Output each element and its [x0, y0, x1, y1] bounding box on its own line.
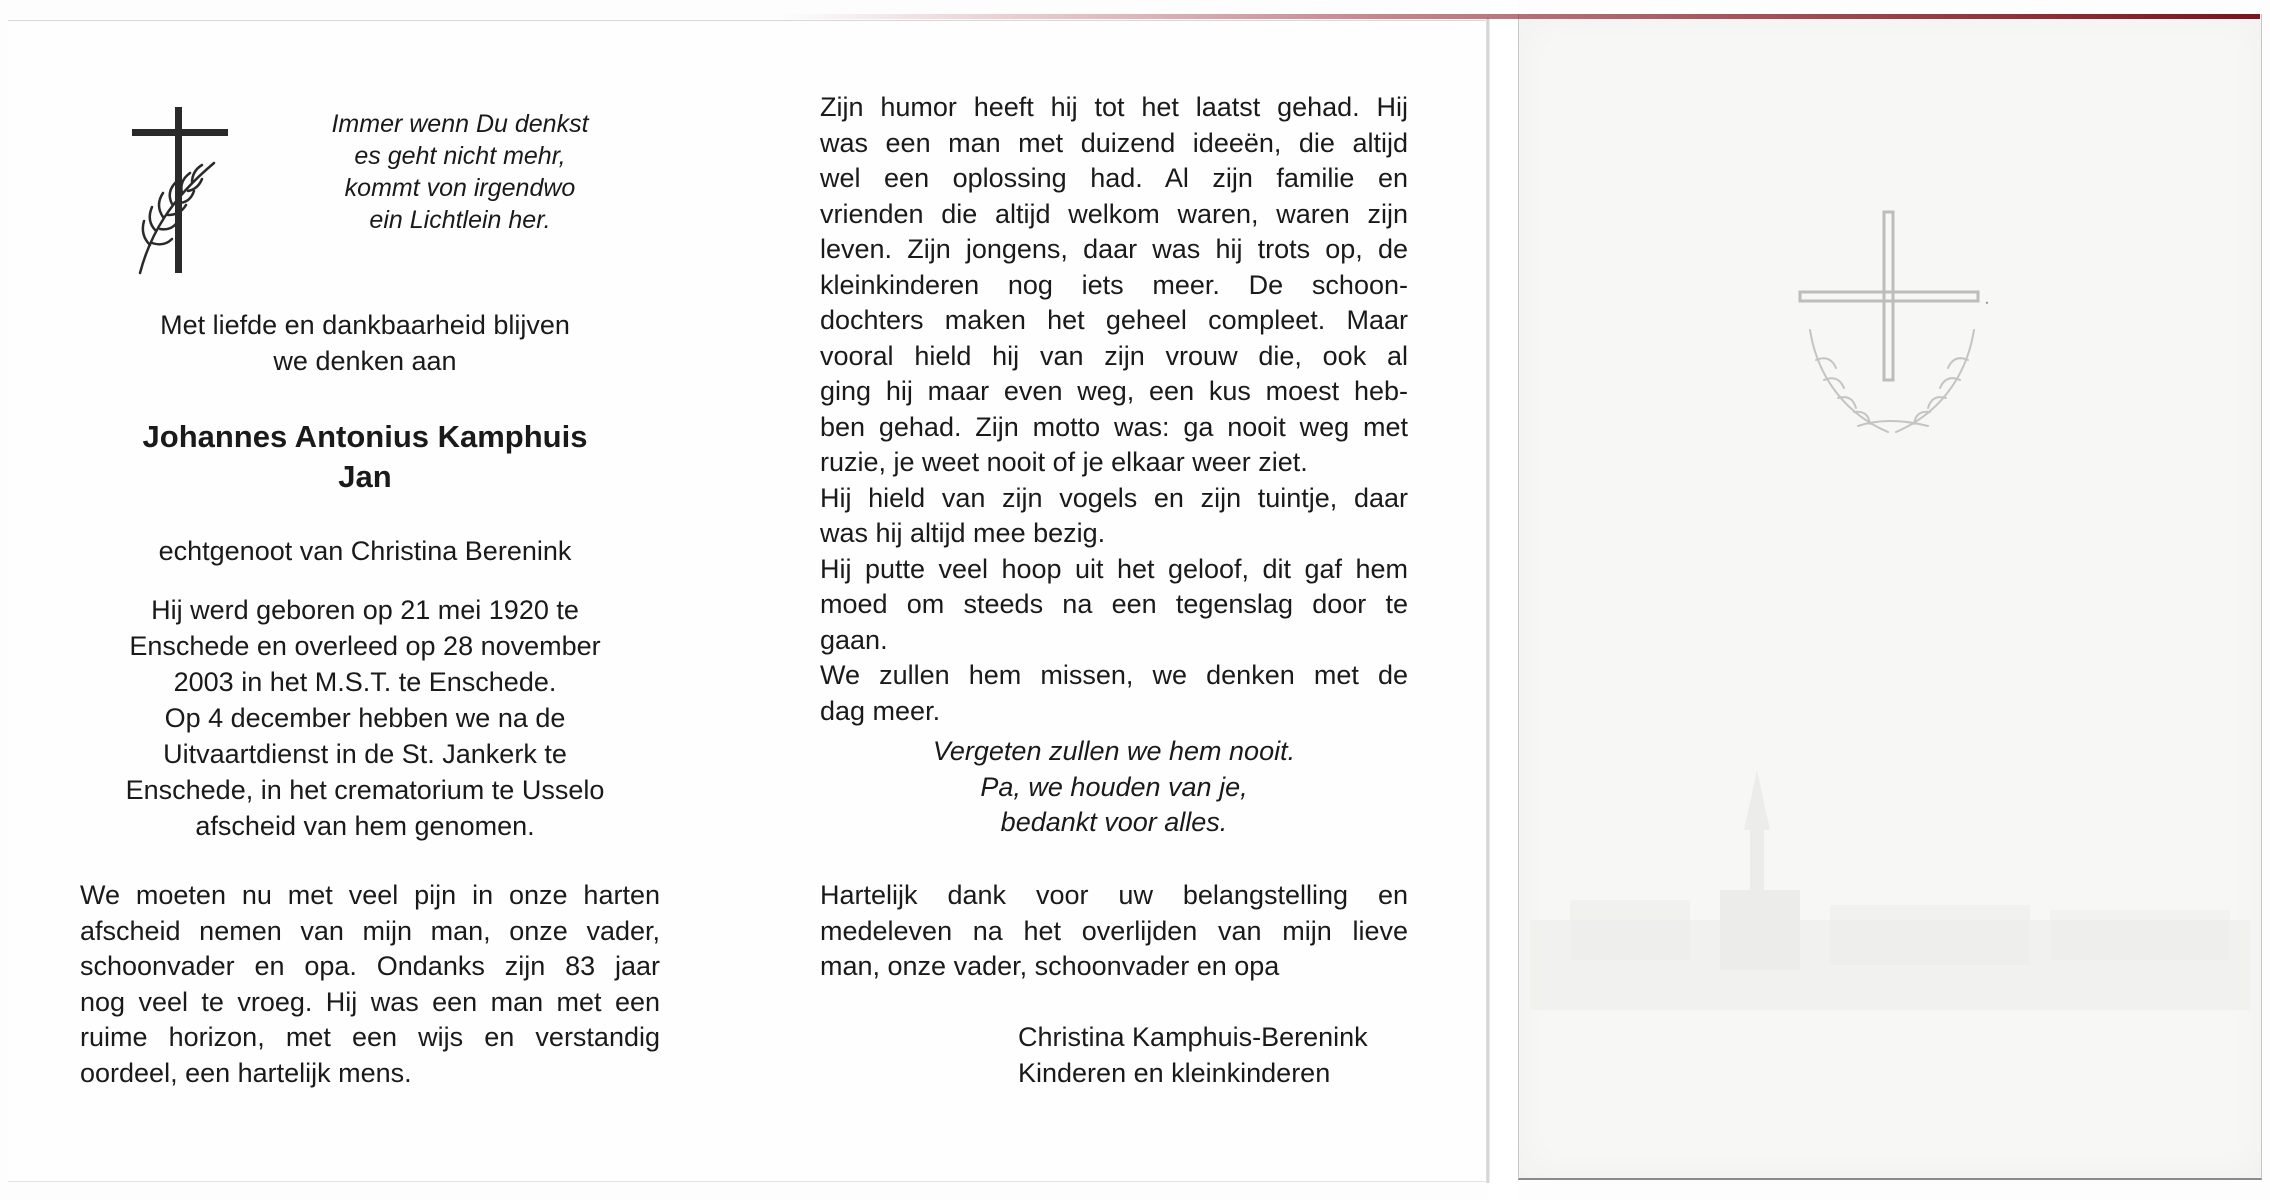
- paragraph-line: was een man met duizend ideeën, die altijd: [820, 127, 1408, 158]
- paragraph-line: schoonvader en opa. Ondanks zijn 83 jaar: [80, 951, 660, 981]
- signature-block: [1018, 1020, 1418, 1091]
- paragraph-line: wel een oplossing had. Al zijn familie en: [820, 163, 1408, 193]
- cross-with-palm-icon: [130, 105, 230, 275]
- spouse-text: echtgenoot van Christina Berenink: [158, 536, 572, 566]
- closing-line: bedankt voor alles.: [1000, 807, 1228, 837]
- intro-line: we denken aan: [273, 346, 457, 376]
- thanks-line: medeleven na het overlijden van mijn lieve: [820, 915, 1408, 946]
- german-verse: [295, 108, 625, 236]
- verse-line: Immer wenn Du denkst: [331, 110, 589, 138]
- paragraph-line: ruime horizon, met een wijs en verstandig: [80, 1022, 660, 1052]
- deceased-name-block: [70, 417, 660, 497]
- thanks-line: man, onze vader, schoonvader en opa: [820, 951, 1280, 981]
- verse-line: es geht nicht mehr,: [354, 142, 566, 170]
- verse-line: ein Lichtlein her.: [369, 206, 551, 234]
- paragraph-line: was hij altijd mee bezig.: [820, 518, 1106, 548]
- paragraph-line: ben gehad. Zijn motto was: ga nooit weg met: [820, 411, 1408, 442]
- paragraph-line: leven. Zijn jongens, daar was hij trots op, de: [820, 234, 1408, 264]
- paragraph-line: Hij putte veel hoop uit het geloof, dit gaf hem: [820, 553, 1408, 584]
- thanks-line: Hartelijk dank voor uw belangstelling en: [820, 880, 1408, 910]
- deceased-name: Johannes Antonius Kamphuis: [142, 419, 588, 454]
- paragraph-line: Zijn humor heeft hij tot het laatst gehad. Hij: [820, 92, 1408, 122]
- bio-line: Uitvaartdienst in de St. Jankerk te: [163, 739, 567, 769]
- bio-line: Enschede, in het crematorium te Usselo: [125, 775, 605, 805]
- deceased-nickname: Jan: [338, 459, 392, 494]
- closing-line: Pa, we houden van je,: [980, 771, 1248, 802]
- bio-line: 2003 in het M.S.T. te Enschede.: [173, 667, 557, 697]
- paragraph-line: ging hij maar even weg, een kus moest heb-: [820, 376, 1408, 406]
- closing-verse: [820, 734, 1408, 841]
- closing-line: Vergeten zullen we hem nooit.: [932, 736, 1296, 766]
- signature-line: Christina Kamphuis-Berenink: [1018, 1022, 1368, 1052]
- bio-line: Op 4 december hebben we na de: [164, 703, 566, 733]
- paragraph-line: dochters maken het geheel compleet. Maar: [820, 305, 1408, 335]
- paragraph-line: nog veel te vroeg. Hij was een man met een: [80, 986, 660, 1017]
- paragraph-line: dag meer.: [820, 695, 941, 726]
- paragraph-line: moed om steeds na een tegenslag door te: [820, 589, 1408, 619]
- signature-line: Kinderen en kleinkinderen: [1018, 1057, 1331, 1088]
- paragraph-line: vooral hield hij van zijn vrouw die, ook al: [820, 340, 1408, 371]
- red-card-edge: [780, 14, 2260, 19]
- paragraph-line: We zullen hem missen, we denken met de: [820, 660, 1408, 690]
- embossed-cross-with-palm-icon: [1798, 210, 1988, 440]
- farewell-paragraph: [80, 878, 660, 1091]
- paragraph-line: afscheid nemen van mijn man, onze vader,: [80, 915, 660, 946]
- bio-line: Enschede en overleed op 28 november: [129, 631, 601, 661]
- paragraph-line: gaan.: [820, 624, 888, 655]
- thanks-paragraph: [820, 878, 1408, 985]
- paragraph-line: We moeten nu met veel pijn in onze harten: [80, 880, 660, 910]
- memories-paragraph: [820, 90, 1408, 729]
- bio-line: Hij werd geboren op 21 mei 1920 te: [151, 595, 579, 625]
- paragraph-line: Hij hield van zijn vogels en zijn tuintje, daar: [820, 482, 1408, 513]
- spouse-line: [70, 533, 660, 569]
- intro-line: Met liefde en dankbaarheid blijven: [160, 310, 570, 340]
- paragraph-line: kleinkinderen nog iets meer. De schoon-: [820, 269, 1408, 300]
- page-gap: [1490, 0, 1518, 1200]
- verse-line: kommt von irgendwo: [344, 174, 576, 202]
- embossed-church-silhouette-icon: [1530, 770, 2250, 1060]
- paragraph-line: vrienden die altijd welkom waren, waren zijn: [820, 198, 1408, 229]
- paragraph-line: oordeel, een hartelijk mens.: [80, 1057, 412, 1088]
- biography: [70, 592, 660, 844]
- intro-text: [70, 307, 660, 379]
- bio-line: afscheid van hem genomen.: [195, 811, 535, 841]
- paragraph-line: ruzie, je weet nooit of je elkaar weer ziet.: [820, 447, 1308, 477]
